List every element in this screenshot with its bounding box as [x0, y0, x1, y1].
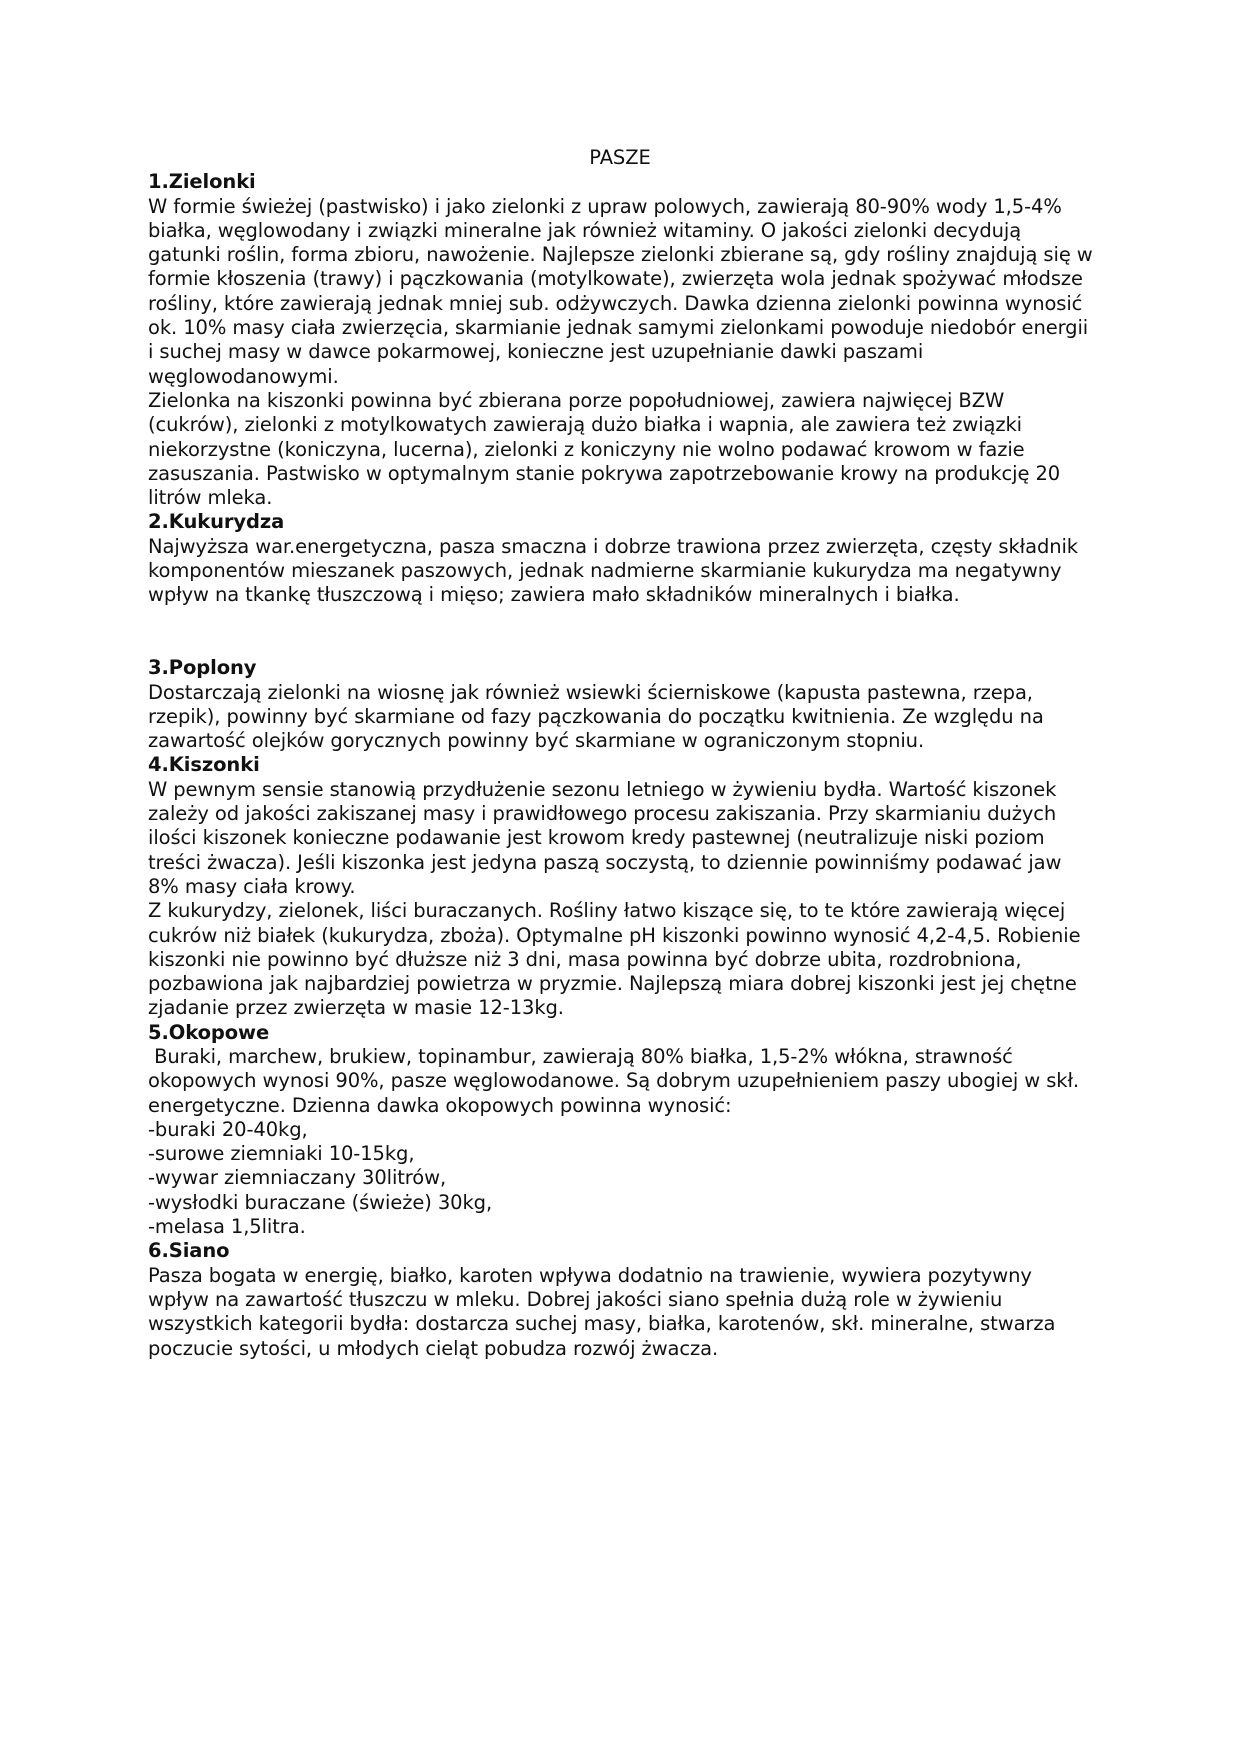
section-paragraph: W pewnym sensie stanowią przydłużenie sezonu letniego w żywieniu bydła. Wartość kiszonek zależy od jakości zakiszanej masy i prawidłowego procesu zakiszania. Przy skarmianiu dużych ilości kiszonek konieczne podawanie jest krowom kredy pastewnej (neutralizuje niski poziom treści żwacza). Jeśli kiszonka jest jedyna paszą soczystą, to dziennie powinniśmy podawać jaw 8% masy ciała krowy.: [148, 777, 1062, 898]
section-heading: 6.Siano: [148, 1239, 230, 1263]
section-poplony: [148, 656, 1098, 753]
section-heading: 2.Kukurydza: [148, 510, 285, 534]
document-title: PASZE: [589, 146, 651, 169]
section-heading: 4.Kiszonki: [148, 753, 260, 777]
list-item: -melasa 1,5litra.: [148, 1215, 306, 1239]
section-kukurydza: [148, 510, 1098, 607]
section-paragraph: Pasza bogata w energię, białko, karoten wpływa dodatnio na trawienie, wywiera pozytywny wpływ na zawartość tłuszczu w mleku. Dobrej jakości siano spełnia dużą role w żywieniu wszystkich kategorii bydła: dostarcza suchej masy, białka, karotenów, skł. mineralne, stwarza poczucie sytości, u młodych cieląt pobudza rozwój żwacza.: [148, 1263, 1056, 1360]
section-siano: [148, 1239, 1098, 1360]
list-item: -surowe ziemniaki 10-15kg,: [148, 1142, 415, 1166]
section-zielonki: [148, 170, 1098, 510]
section-paragraph: Zielonka na kiszonki powinna być zbierana porze popołudniowej, zawiera najwięcej BZW (cukrów), zielonki z motylkowatych zawierają dużo białka i wapnia, ale zawiera też związki niekorzystne (koniczyna, lucerna), zielonki z koniczyny nie wolno podawać krowom w fazie zasuszania. Pastwisko w optymalnym stanie pokrywa zapotrzebowanie krowy na produkcję 20 litrów mleka.: [148, 388, 1061, 510]
section-kiszonki: [148, 753, 1098, 1020]
blank-gap: [148, 608, 1098, 657]
list-item: -buraki 20-40kg,: [148, 1117, 308, 1141]
section-paragraph: Dostarczają zielonki na wiosnę jak również wsiewki ścierniskowe (kapusta pastewna, rzepa, rzepik), powinny być skarmiane od fazy pączkowania do początku kwitnienia. Ze względu na zawartość olejków gorycznych powinny być skarmiane w ograniczonym stopniu.: [148, 680, 1044, 753]
list-item: -wysłodki buraczane (świeże) 30kg,: [148, 1190, 493, 1214]
section-heading: 1.Zielonki: [148, 170, 256, 194]
section-paragraph: Z kukurydzy, zielonek, liści buraczanych. Rośliny łatwo kiszące się, to te które zawierają więcej cukrów niż białek (kukurydza, zboża). Optymalne pH kiszonki powinno wynosić 4,2-4,5. Robienie kiszonki nie powinno być dłuższe niż 3 dni, masa powinna być dobrze ubita, rozdrobniona, pozbawiona jak najbardziej powietrza w pryzmie. Najlepszą miara dobrej kiszonki jest jej chętne zjadanie przez zwierzęta w masie 12-13kg.: [148, 899, 1081, 1020]
section-heading: 5.Okopowe: [148, 1020, 270, 1044]
section-okopowe: [148, 1021, 1098, 1240]
section-paragraph: Buraki, marchew, brukiew, topinambur, zawierają 80% białka, 1,5-2% włókna, strawność okopowych wynosi 90%, pasze węglowodanowe. Są dobrym uzupełnieniem paszy ubogiej w skł. energetyczne. Dzienna dawka okopowych powinna wynosić:: [148, 1044, 1086, 1117]
section-paragraph: W formie świeżej (pastwisko) i jako zielonki z upraw polowych, zawierają 80-90% wody 1,5-4% białka, węglowodany i związki mineralne jak również witaminy. O jakości zielonki decydują gatunki roślin, forma zbioru, nawożenie. Najlepsze zielonki zbierane są, gdy rośliny znajdują się w formie kłoszenia (trawy) i pączkowania (motylkowate), zwierzęta wola jednak spożywać młodsze rośliny, które zawierają jednak mniej sub. odżywczych. Dawka dzienna zielonki powinna wynosić ok. 10% masy ciała zwierzęcia, skarmianie jednak samymi zielonkami powoduje niedobór energii i suchej masy w dawce pokarmowej, konieczne jest uzupełnianie dawki paszami węglowodanowymi.: [148, 194, 1093, 388]
list-item: -wywar ziemniaczany 30litrów,: [148, 1166, 447, 1190]
document-page: [148, 146, 1098, 1361]
section-heading: 3.Poplony: [148, 656, 257, 680]
section-paragraph: Najwyższa war.energetyczna, pasza smaczna i dobrze trawiona przez zwierzęta, częsty składnik komponentów mieszanek paszowych, jednak nadmierne skarmianie kukurydza ma negatywny wpływ na tkankę tłuszczową i mięso; zawiera mało składników mineralnych i białka.: [148, 534, 1078, 607]
